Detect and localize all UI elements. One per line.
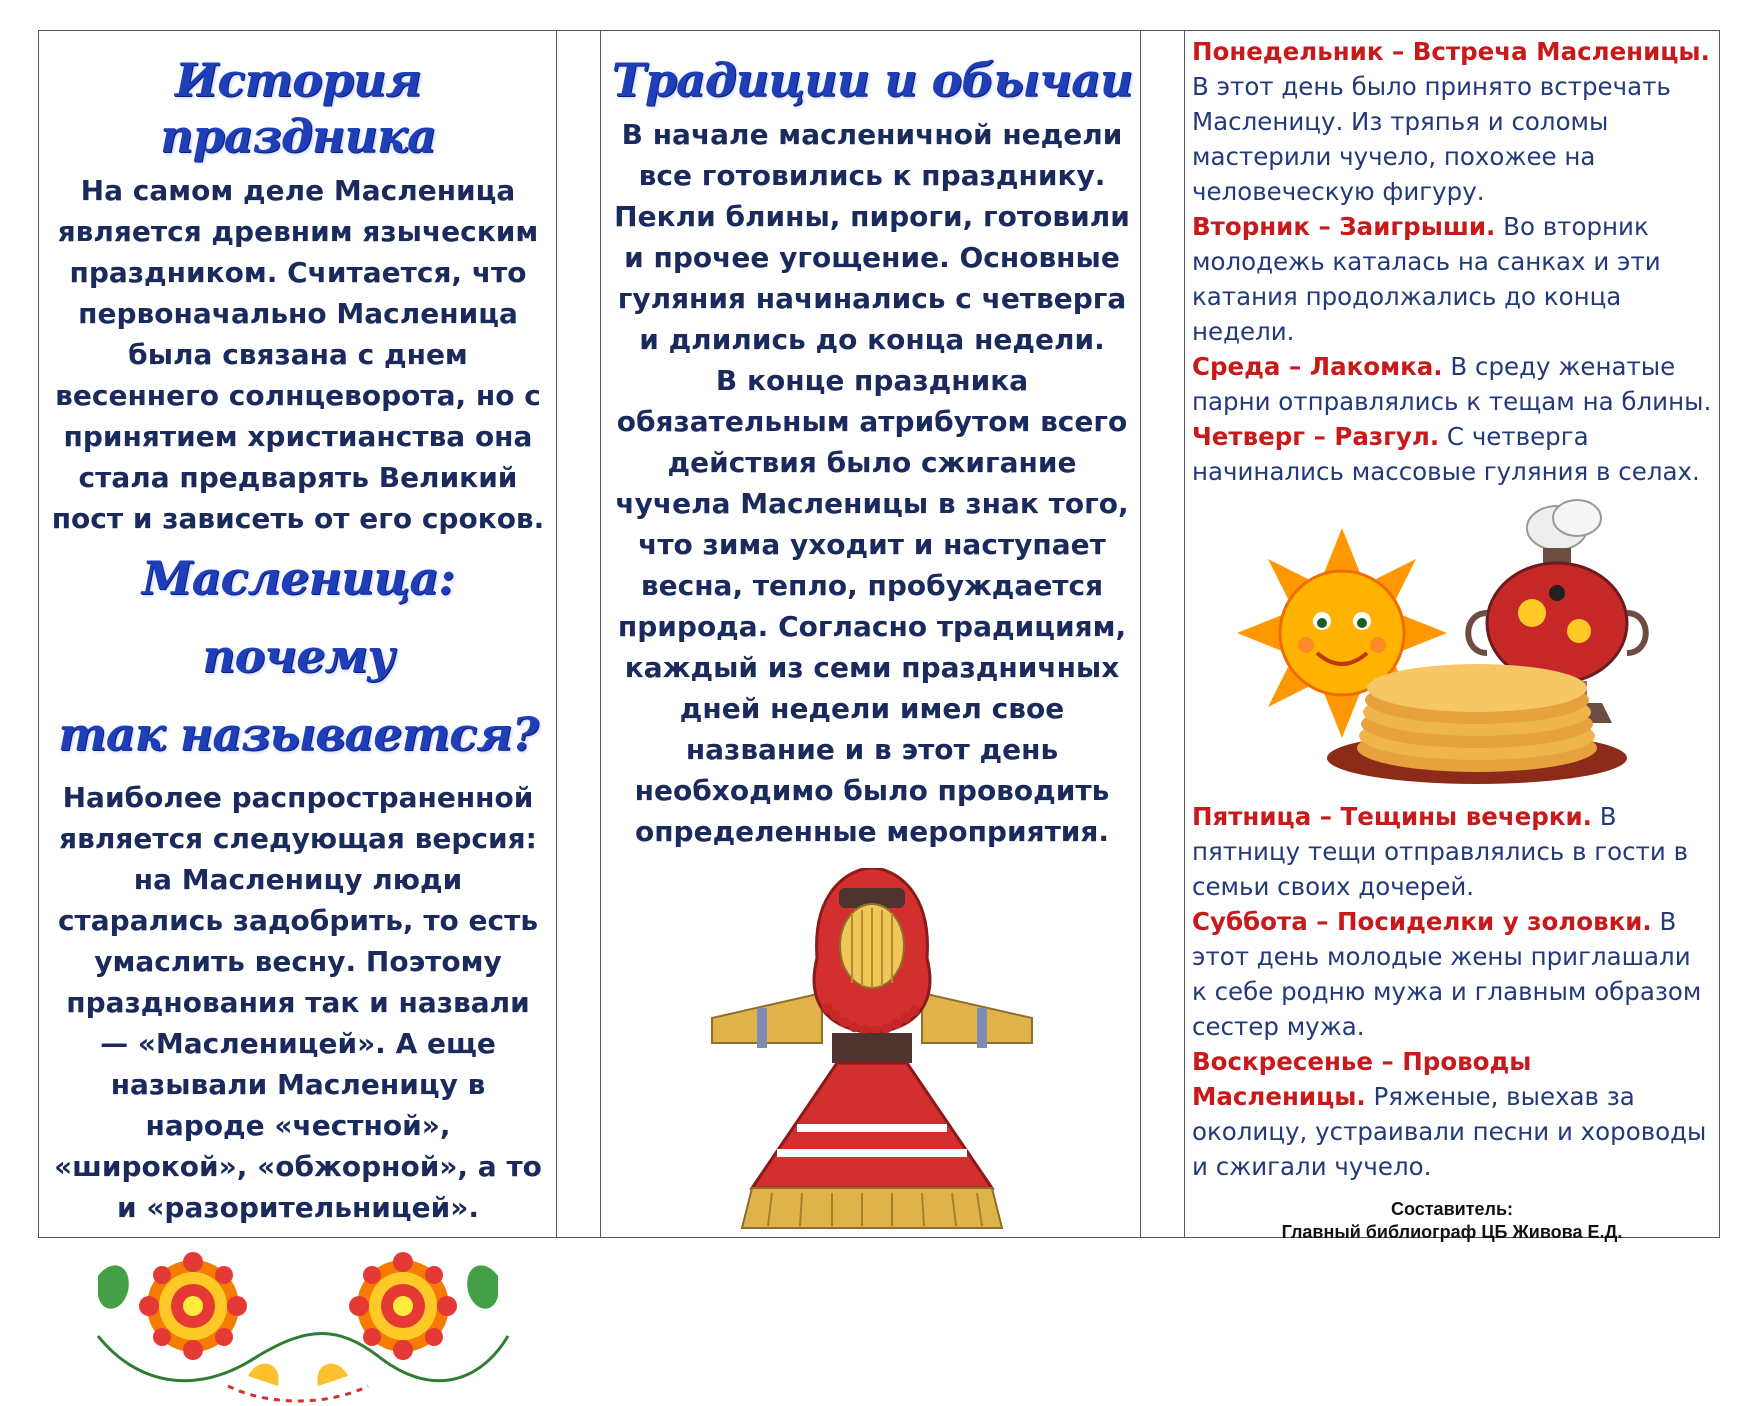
why-title-line2: так называется? — [58, 707, 538, 761]
fold-line-2b — [1184, 30, 1185, 1238]
sun-pancakes-samovar-image — [1212, 493, 1692, 793]
day-wednesday — [1192, 349, 1712, 419]
day-sunday — [1192, 1044, 1712, 1184]
fold-line-1b — [600, 30, 601, 1238]
day-tuesday — [1192, 209, 1712, 349]
day-friday — [1192, 799, 1712, 904]
day-thursday-text: С четверга начинались массовые гуляния в селах. — [1192, 422, 1700, 486]
history-paragraph: На самом деле Масленица является древним языческим праздником. Считается, что первоначально Масленица была связана с днем весеннего солнцеворота, но с принятием христианства она стала предварять Великий пост и зависеть от его сроков. — [51, 174, 545, 535]
right-panel — [1192, 34, 1712, 1244]
day-monday-name: Понедельник – Встреча Масленицы. — [1192, 37, 1710, 66]
left-panel — [48, 30, 548, 1406]
traditions-paragraph-1: В начале масленичной недели все готовились к празднику. Пекли блины, пироги, готовили и прочее угощение. Основные гуляния начинались с четверга и длились до конца недели. — [614, 118, 1130, 356]
why-title-line1: Масленица: почему — [141, 551, 455, 683]
day-saturday-text: В этот день молодые жены приглашали к себе родню мужа и главным образом сестер мужа. — [1192, 907, 1702, 1041]
why-paragraph: Наиболее распространенной является следующая версия: на Масленицу люди старались задобрить, то есть умаслить весну. Поэтому празднования так и назвали — «Масленицей». А еще называли Масленицу в народе «честной», «широкой», «обжорной», а то и «разорительницей». — [54, 781, 542, 1224]
day-tuesday-name: Вторник – Заигрыши. — [1192, 212, 1496, 241]
day-saturday — [1192, 904, 1712, 1044]
day-sunday-name: Воскресенье – Проводы Масленицы. — [1192, 1047, 1532, 1111]
day-monday — [1192, 34, 1712, 209]
day-saturday-name: Суббота – Посиделки у золовки. — [1192, 907, 1652, 936]
traditions-title: Традиции и обычаи — [611, 53, 1133, 107]
day-sunday-text: Ряженые, выехав за околицу, устраивали песни и хороводы и сжигали чучело. — [1192, 1082, 1707, 1181]
credits — [1192, 1198, 1712, 1244]
day-monday-text: В этот день было принято встречать Масленицу. Из тряпья и соломы мастерили чучело, похожее на человеческую фигуру. — [1192, 72, 1671, 206]
day-tuesday-text: Во вторник молодежь каталась на санках и эти катания продолжались до конца недели. — [1192, 212, 1661, 346]
credits-name: Главный библиограф ЦБ Живова Е.Д. — [1281, 1222, 1623, 1242]
fold-line-2a — [1140, 30, 1141, 1238]
fold-line-1a — [556, 30, 557, 1238]
maslenitsa-doll-image — [702, 868, 1042, 1238]
day-thursday-name: Четверг – Разгул. — [1192, 422, 1440, 451]
khokhloma-flowers-image — [78, 1236, 518, 1406]
day-wednesday-text: В среду женатые парни отправлялись к тещам на блины. — [1192, 352, 1712, 416]
day-wednesday-name: Среда – Лакомка. — [1192, 352, 1443, 381]
day-friday-name: Пятница – Тещины вечерки. — [1192, 802, 1592, 831]
days-list-bottom — [1192, 799, 1712, 1184]
day-thursday — [1192, 419, 1712, 489]
middle-panel — [610, 30, 1134, 1238]
credits-label: Составитель: — [1390, 1199, 1514, 1219]
day-friday-text: В пятницу тещи отправлялись в гости в семьи своих дочерей. — [1192, 802, 1689, 901]
why-title — [48, 539, 548, 773]
days-list-top — [1192, 34, 1712, 489]
traditions-paragraph-2: В конце праздника обязательным атрибутом всего действия было сжигание чучела Масленицы в знак того, что зима уходит и наступает весна, тепло, пробуждается природа. Согласно традициям, каждый из семи праздничных дней недели имел свое название и в этот день необходимо было проводить определенные мероприятия. — [615, 364, 1129, 848]
history-title: История праздника — [160, 53, 436, 163]
